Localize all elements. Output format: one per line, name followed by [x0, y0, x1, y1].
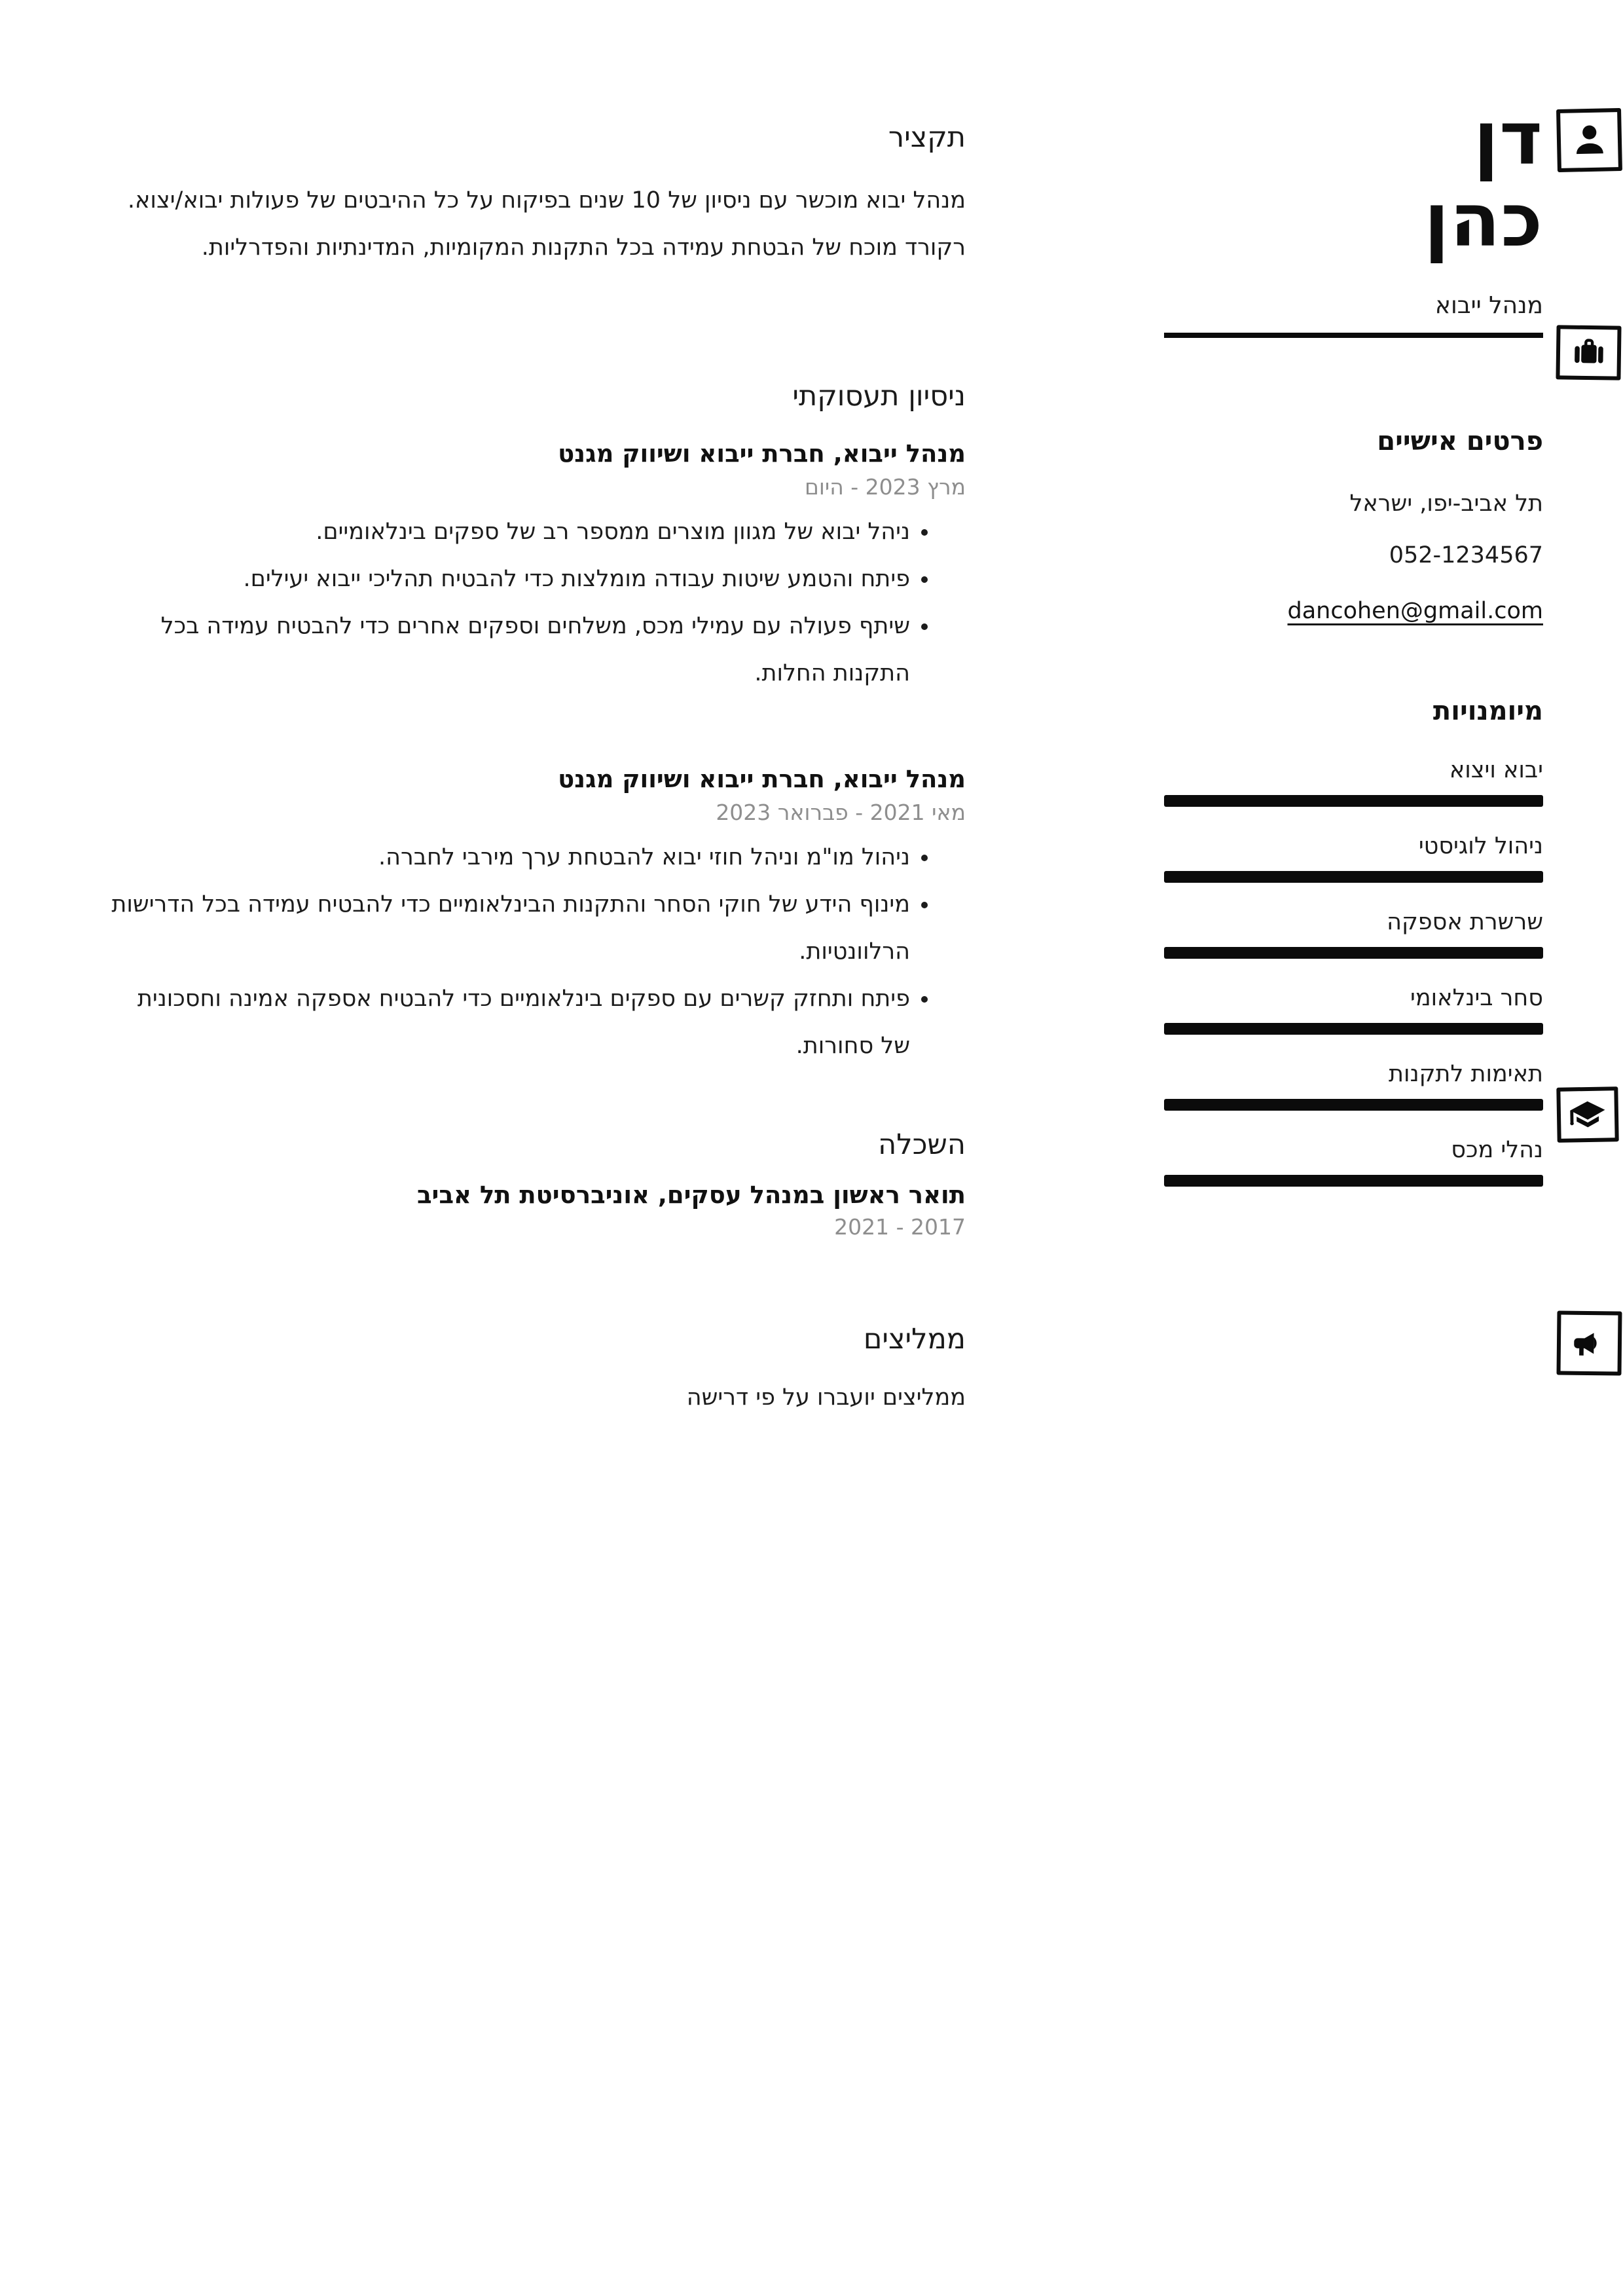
person-name	[1164, 98, 1543, 262]
skill-label: ניהול לוגיסטי	[1418, 833, 1543, 859]
contact-location: תל אביב-יפו, ישראל	[1349, 491, 1543, 517]
skill-level-fill	[1164, 1175, 1543, 1187]
skill-level-bar	[1164, 1099, 1543, 1111]
briefcase-icon	[1570, 334, 1607, 371]
skills-section-title: מיומנויות	[1432, 696, 1543, 726]
profile-icon-box	[1556, 108, 1622, 172]
skill-level-bar	[1164, 871, 1543, 883]
person-job-title: מנהל ייבוא	[1434, 292, 1543, 319]
job-dates: מרץ 2023 - היום	[804, 474, 966, 500]
skill-level-fill	[1164, 947, 1543, 959]
summary-section-title: תקציר	[888, 121, 966, 154]
job-title: מנהל ייבוא, חברת ייבוא ושיווק מגנט	[558, 765, 966, 793]
person-icon	[1569, 119, 1610, 160]
references-text: ממליצים יועברו על פי דרישה	[686, 1384, 966, 1411]
job-bullet-list	[108, 508, 966, 744]
skill-item	[1164, 830, 1543, 883]
graduation-cap-icon-box	[1556, 1086, 1618, 1143]
last-name: כהן	[1424, 178, 1543, 263]
skill-level-bar	[1164, 947, 1543, 959]
job-dates: מאי 2021 - פברואר 2023	[716, 800, 966, 825]
skill-label: שרשרת אספקה	[1387, 909, 1543, 935]
job-bullet-list	[108, 834, 966, 1069]
briefcase-icon-box	[1556, 325, 1621, 380]
graduation-cap-icon	[1568, 1095, 1607, 1134]
skill-level-bar	[1164, 1175, 1543, 1187]
skill-level-fill	[1164, 795, 1543, 807]
main-column	[108, 0, 966, 1421]
first-name: דן	[1473, 96, 1543, 181]
skill-level-fill	[1164, 1099, 1543, 1111]
contact-phone: 052-1234567	[1389, 542, 1543, 568]
job-bullet: • ניהול מו"מ וניהל חוזי יבוא להבטחת ערך מירבי לחברה.	[108, 834, 910, 881]
job-bullet: • פיתח ותחזק קשרים עם ספקים בינלאומיים כדי להבטיח אספקה אמינה וחסכונית של סחורות.	[108, 975, 910, 1069]
email-link[interactable]: dancohen@gmail.com	[1287, 598, 1543, 624]
job-bullet: • מינוף הידע של חוקי הסחר והתקנות הבינלאומיים כדי להבטיח עמידה בכל הדרישות הרלוונטיות.	[108, 881, 910, 975]
education-dates: 2017 - 2021	[834, 1214, 966, 1240]
skill-item	[1164, 754, 1543, 807]
job-bullet: • פיתח והטמע שיטות עבודה מומלצות כדי להבטיח תהליכי ייבוא יעילים.	[108, 555, 910, 602]
education-degree: תואר ראשון במנהל עסקים, אוניברסיטת תל אביב	[416, 1181, 966, 1209]
job-bullet: • שיתף פעולה עם עמילי מכס, משלחים וספקים אחרים כדי להבטיח עמידה בכל התקנות החלות.	[108, 602, 910, 697]
sidebar-column	[1164, 0, 1543, 1187]
megaphone-icon	[1568, 1322, 1611, 1365]
skill-label: תאימות לתקנות	[1389, 1061, 1543, 1087]
contact-email-row	[1164, 595, 1543, 627]
skill-level-bar	[1164, 795, 1543, 807]
skill-item	[1164, 982, 1543, 1035]
experience-section-title: ניסיון תעסוקתי	[792, 380, 966, 413]
skill-label: נהלי מכס	[1451, 1137, 1543, 1163]
skill-level-fill	[1164, 1023, 1543, 1035]
job-bullet: • ניהל יבוא של מגוון מוצרים ממספר רב של ספקים בינלאומיים.	[108, 508, 910, 555]
skill-item	[1164, 906, 1543, 959]
education-section-title: השכלה	[878, 1128, 966, 1161]
header-divider	[1164, 333, 1543, 338]
skill-label: סחר בינלאומי	[1410, 985, 1543, 1011]
skill-level-bar	[1164, 1023, 1543, 1035]
skill-item	[1164, 1058, 1543, 1111]
megaphone-icon-box	[1556, 1310, 1622, 1375]
job-title: מנהל ייבוא, חברת ייבוא ושיווק מגנט	[558, 439, 966, 468]
skill-label: יבוא ויצוא	[1449, 757, 1543, 783]
references-section-title: ממליצים	[863, 1323, 966, 1356]
skill-level-fill	[1164, 871, 1543, 883]
summary-text: מנהל יבוא מוכשר עם ניסיון של 10 שנים בפיקוח על כל ההיבטים של פעולות יבוא/יצוא. רקורד מוכח של הבטחת עמידה בכל התקנות המקומיות, המדינתיות והפדרליות.	[127, 187, 966, 261]
personal-details-title: פרטים אישיים	[1377, 426, 1543, 456]
skill-item	[1164, 1134, 1543, 1187]
